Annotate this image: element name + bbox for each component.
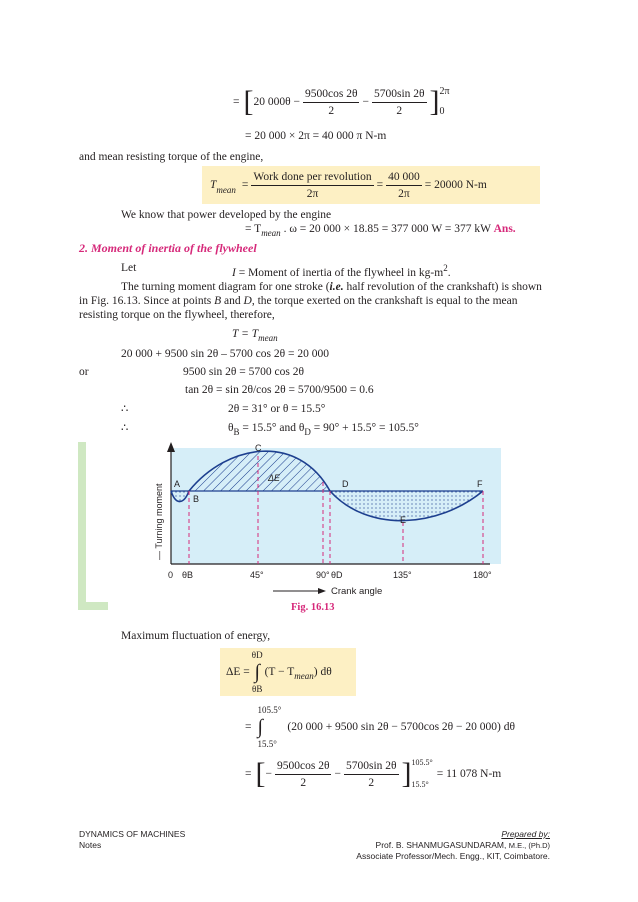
figure-caption: Fig. 16.13 xyxy=(291,602,335,613)
eq-lhs: = xyxy=(233,96,240,108)
text-max-fluctuation: Maximum fluctuation of energy, xyxy=(121,630,271,642)
point-F: F xyxy=(477,479,483,489)
footer-left: DYNAMICS OF MACHINES Notes xyxy=(79,829,186,850)
work-equation: = [ 20 000θ − $\frac{9500\cos 2\theta}{2}$ − $\frac{5700\sin 2\theta}{2}$ ] 2π 0 xyxy=(233,82,450,122)
fraction: $\frac{5700\sin 2\theta}{2}$ xyxy=(373,87,425,117)
eq-sum: 20 000 + 9500 sin 2θ – 5700 cos 2θ = 20 000 xyxy=(121,348,329,360)
delta-e-label: ΔE xyxy=(268,473,281,483)
integral-line: = 105.5° ∫ 15.5° (20 000 + 9500 sin 2θ − 5700cos 2θ − 20 000) dθ xyxy=(245,705,516,749)
text-mean-torque: and mean resisting torque of the engine, xyxy=(79,151,264,163)
y-axis-label: — Turning moment xyxy=(154,483,164,560)
point-B: B xyxy=(193,494,200,504)
turning-moment-diagram xyxy=(78,438,518,618)
point-E: E xyxy=(400,515,407,525)
tick-0: 0 xyxy=(168,570,174,580)
eq-tan: tan 2θ = sin 2θ/cos 2θ = 5700/9500 = 0.6 xyxy=(185,384,374,396)
paragraph-line3: resisting torque on the flywheel, therefore, xyxy=(79,309,275,321)
x-label-arrow xyxy=(318,588,326,594)
tick-135: 135° xyxy=(393,570,412,580)
tick-90: 90° xyxy=(316,570,330,580)
y-axis-arrow xyxy=(167,442,175,452)
final-result: = [ − $\frac{9500\cos 2\theta}{2}$ − $\frac{5700\sin 2\theta}{2}$ ] 105.5° 15.5° = 11 078 N-m xyxy=(245,757,502,790)
eq-thetaBD: ∴ $\theta_B = 15.5^\circ$ and $\theta_D = 90^\circ + 15.5^\circ = 105.5^\circ$ xyxy=(121,422,419,437)
section-heading: 2. Moment of inertia of the flywheel xyxy=(79,241,257,255)
figure-side-bar xyxy=(78,442,86,610)
footer-right: Prepared by: Prof. B. SHANMUGASUNDARAM, M.E., (Ph.D) Associate Professor/Mech. Engg., KIT, Coimbatore. xyxy=(356,829,550,861)
tick-thetaD: θD xyxy=(331,570,343,580)
eq-or-line: or 9500 sin 2θ = 5700 cos 2θ xyxy=(79,366,305,378)
eq-term1: 20 000θ − xyxy=(253,96,300,108)
work-result: = 20 000 × 2π = 40 000 π N-m xyxy=(245,130,387,142)
tick-180: 180° xyxy=(473,570,492,580)
tick-thetaB: θB xyxy=(182,570,194,580)
tick-45: 45° xyxy=(250,570,264,580)
ans-label: Ans. xyxy=(493,223,516,235)
eq-theta: ∴ 2θ = 31° or θ = 15.5° xyxy=(121,403,326,415)
delta-e-box: ΔE = θD ∫ θB (T − T mean ) dθ xyxy=(220,648,356,696)
let-line: Let I = Moment of inertia of the flywheel in $kg-m^2$. xyxy=(121,262,451,279)
power-line: = $T_{mean}$ . ω = 20 000 × 18.85 = 377 000 W = 377 kW Ans. xyxy=(245,223,516,238)
fraction: $\frac{9500\cos 2\theta}{2}$ xyxy=(305,87,358,117)
limits: 2π 0 xyxy=(439,86,450,117)
point-D: D xyxy=(342,479,349,489)
fraction: $\frac{40 000}{2\pi}$ xyxy=(388,170,420,200)
tmean-box: T mean = $\frac{\text{Work done per revolution}}{2\pi}$ = $\frac{40 000}{2\pi}$ = 20000 N-m xyxy=(202,166,540,204)
paragraph-line1: The turning moment diagram for one stroke (i.e. half revolution of the crankshaft) is shown xyxy=(121,281,542,293)
eq-T-equals-Tmean: $T = T_{mean}$ xyxy=(232,328,278,343)
x-axis-label: Crank angle xyxy=(331,586,383,597)
bracket-right: ] xyxy=(429,85,440,118)
text-power: We know that power developed by the engine xyxy=(121,209,332,221)
fraction: $\frac{5700\sin 2\theta}{2}$ xyxy=(345,759,397,789)
bracket-left: [ xyxy=(243,85,254,118)
fraction: $\frac{\text{Work done per revolution}}{2\pi}$ xyxy=(253,170,372,200)
point-C: C xyxy=(255,443,262,453)
paragraph-line2: in Fig. 16.13. Since at points B and D, the torque exerted on the crankshaft is equal to the mean xyxy=(79,295,518,307)
point-A: A xyxy=(174,479,181,489)
fraction: $\frac{9500\cos 2\theta}{2}$ xyxy=(277,759,330,789)
